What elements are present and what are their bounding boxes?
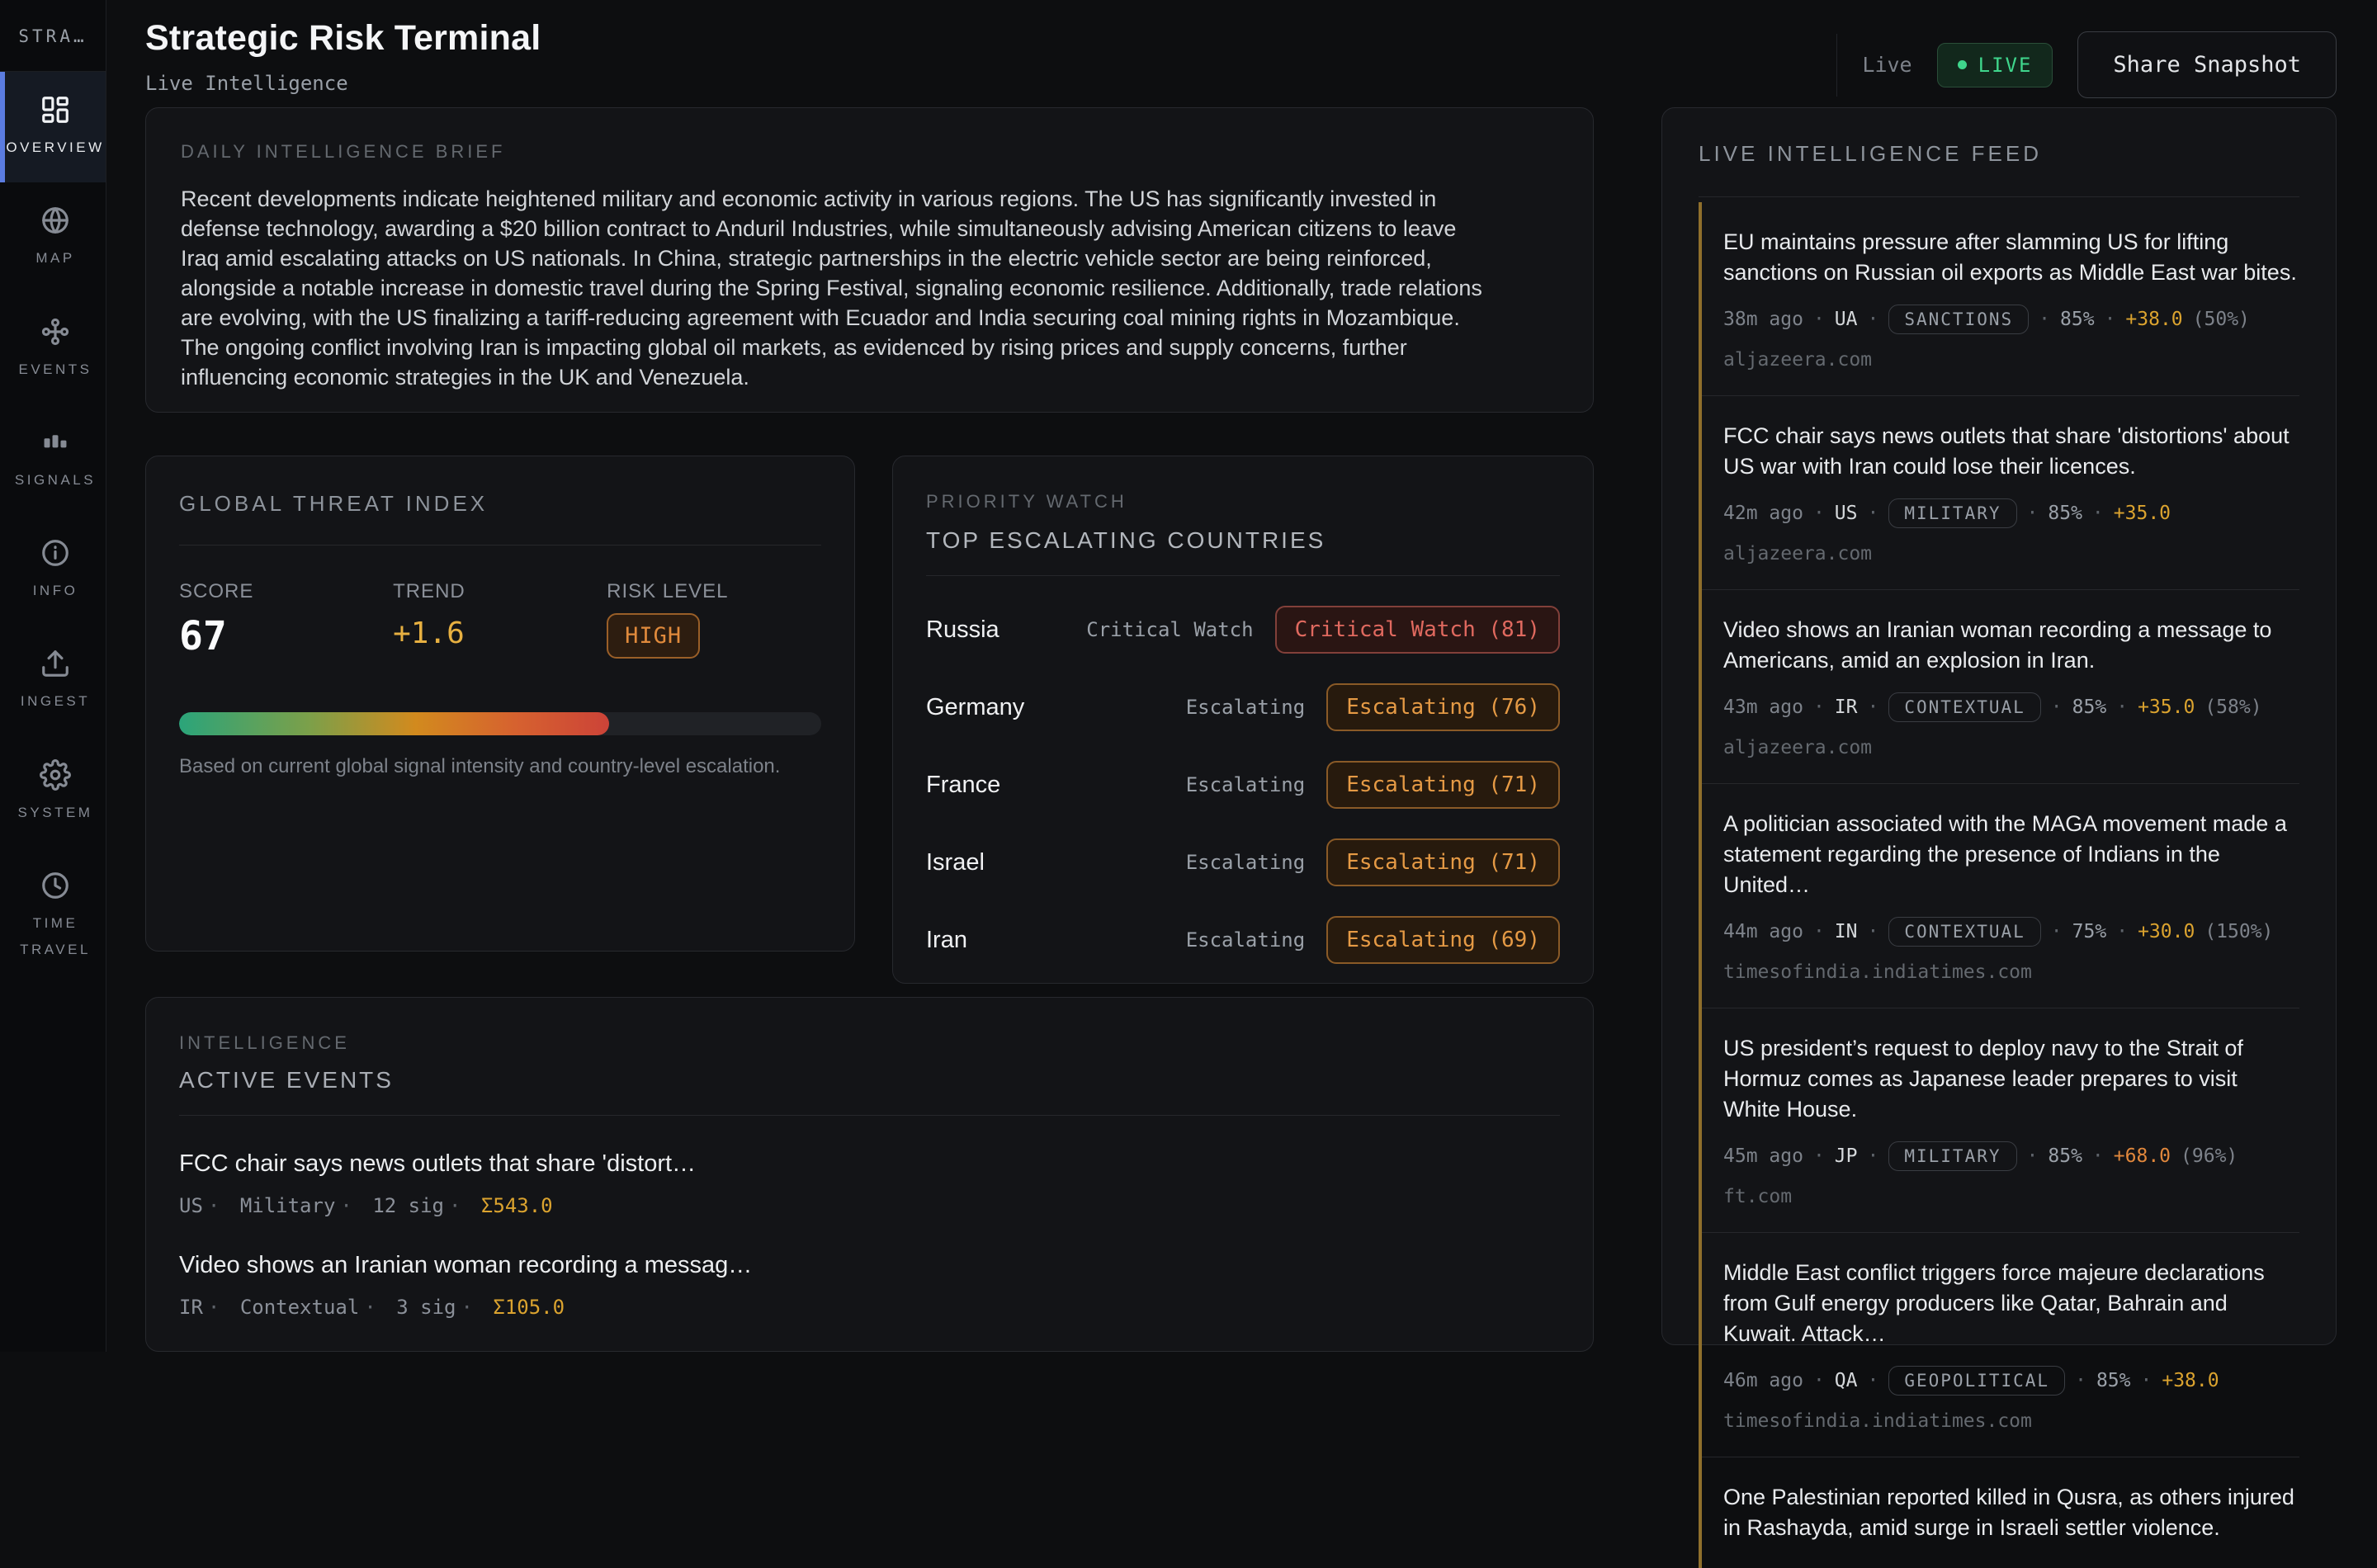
risk-level-badge: HIGH <box>607 613 700 659</box>
feed-item-delta: · +38.0 <box>2095 309 2183 330</box>
brand: STRA… <box>0 0 106 72</box>
signal-bars-icon <box>39 426 72 459</box>
priority-watch-card <box>892 456 1594 984</box>
feed-category-badge: GEOPOLITICAL <box>1888 1366 2065 1396</box>
feed-item-delta: · +30.0 <box>2106 921 2195 942</box>
country-badge: Escalating (71) <box>1326 761 1560 809</box>
country-name: France <box>926 771 1001 798</box>
sidebar-item-label: MAP <box>35 250 75 267</box>
feed-item-country: · IR <box>1803 697 1858 718</box>
globe-icon <box>39 204 72 237</box>
feed-item-confidence: · 85% <box>2065 1370 2130 1391</box>
feed-item[interactable] <box>1702 589 2299 783</box>
feed-item[interactable] <box>1702 1232 2299 1457</box>
feed-item-meta <box>1723 1141 2299 1171</box>
trend-label: TREND <box>393 580 465 602</box>
feed-item-meta <box>1723 498 2299 528</box>
event-title: FCC chair says news outlets that share 'distort… <box>179 1150 697 1177</box>
live-badge <box>1937 43 2053 87</box>
daily-brief-text: Recent developments indicate heightened military and economic activity in various regions. The US has significantly invested in defense technology, awarding a $20 billion contract to Anduril Industries, while simultaneously advising American citizens to leave Iraq amid escalating attacks on US nationals. In China, strategic partnerships in the electric vehicle sector are being reinforced, alongside a notable increase in domestic travel during the Spring Festival, signaling economic resilience. Additionally, trade relations are evolving, with the US finalizing a tariff-reducing agreement with Ecuador and India securing coal mining rights in Mozambique. The ongoing conflict involving Iran is impacting global oil markets, as evidenced by rising prices and supply concerns, further influencing economic strategies in the UK and Venezuela. <box>181 187 1482 390</box>
event-title: Video shows an Iranian woman recording a messag… <box>179 1252 753 1278</box>
page-subtitle: Live Intelligence <box>145 72 348 95</box>
feed-item-ratio: (150%) <box>2205 921 2274 942</box>
sidebar-item-label: INFO <box>32 583 78 599</box>
priority-watch-label: PRIORITY WATCH <box>926 491 1127 512</box>
active-events-card <box>145 997 1594 1352</box>
layout-dashboard-icon <box>39 93 72 126</box>
header <box>145 0 2337 107</box>
feed-item-source: timesofindia.indiatimes.com <box>1723 961 2032 983</box>
risk-level-label: RISK LEVEL <box>607 580 729 602</box>
live-badge-label: LIVE <box>1978 53 2033 77</box>
global-threat-index-card <box>145 456 855 952</box>
sidebar-item-overview[interactable] <box>0 72 106 182</box>
feed-item-time: 46m ago <box>1723 1370 1803 1391</box>
country-badge: Escalating (76) <box>1326 683 1560 731</box>
country-name: Israel <box>926 848 985 876</box>
sidebar-item-label: SYSTEM <box>17 804 93 820</box>
feed-item-country: · QA <box>1803 1370 1858 1391</box>
feed-item-delta: · +35.0 <box>2106 697 2195 718</box>
threat-bar-track <box>179 712 821 735</box>
feed-item-meta <box>1723 692 2299 722</box>
metrics-row <box>145 456 1594 984</box>
feed-item-time: 44m ago <box>1723 921 1803 942</box>
feed-category-badge: SANCTIONS <box>1888 305 2029 334</box>
feed-item-confidence: · 85% <box>2029 309 2094 330</box>
feed-item-confidence: · 85% <box>2041 697 2106 718</box>
feed-category-badge: CONTEXTUAL <box>1888 692 2040 722</box>
sidebar-item-time-travel[interactable] <box>0 848 106 985</box>
country-badge: Escalating (69) <box>1326 916 1560 964</box>
feed-item-title: EU maintains pressure after slamming US for lifting sanctions on Russian oil exports as Middle East war bites. <box>1723 229 2297 285</box>
sidebar <box>0 0 106 1352</box>
country-badge: Critical Watch (81) <box>1275 606 1560 654</box>
feed-item-title: FCC chair says news outlets that share 'distortions' about US war with Iran could lose their licences. <box>1723 423 2290 479</box>
header-controls <box>1836 31 2337 98</box>
feed-item-country: · US <box>1803 503 1858 524</box>
feed-item-time: 43m ago <box>1723 697 1803 718</box>
sidebar-item-ingest[interactable] <box>0 626 106 736</box>
sidebar-item-info[interactable] <box>0 515 106 626</box>
network-nodes-icon <box>39 315 72 348</box>
sidebar-item-label: INGEST <box>20 693 91 710</box>
country-status: Escalating <box>1185 928 1306 952</box>
daily-brief-card <box>145 107 1594 413</box>
event-signal-sum: · Σ105.0 <box>456 1296 565 1319</box>
header-left <box>145 18 541 95</box>
country-status: Escalating <box>1185 696 1306 719</box>
feed-item-country: · JP <box>1803 1145 1858 1167</box>
share-snapshot-button[interactable]: Share Snapshot <box>2077 31 2337 98</box>
feed-item-country: · UA <box>1803 309 1858 330</box>
feed-item-confidence: · 85% <box>2017 1145 2082 1167</box>
event-meta <box>179 1296 1560 1319</box>
feed-item[interactable] <box>1702 1457 2299 1568</box>
feed-item-source: aljazeera.com <box>1723 543 1873 564</box>
live-feed-panel <box>1661 107 2337 1540</box>
mode-label: Live <box>1862 53 1912 77</box>
feed-item[interactable] <box>1702 395 2299 589</box>
feed-item-time: 42m ago <box>1723 503 1803 524</box>
country-badge: Escalating (71) <box>1326 838 1560 886</box>
score-value: 67 <box>179 613 227 659</box>
country-name: Iran <box>926 926 967 953</box>
feed-item[interactable] <box>1702 1008 2299 1232</box>
main-area <box>106 0 2377 1540</box>
feed-category-badge: CONTEXTUAL <box>1888 917 2040 947</box>
sidebar-item-label: EVENTS <box>18 361 92 377</box>
feed-item-title: Video shows an Iranian woman recording a message to Americans, amid an explosion in Iran. <box>1723 617 2272 673</box>
country-row[interactable] <box>926 761 1560 809</box>
threat-index-caption: Based on current global signal intensity and country-level escalation. <box>179 755 781 777</box>
feed-item-source: aljazeera.com <box>1723 737 1873 758</box>
sidebar-item-events[interactable] <box>0 294 106 404</box>
event-country: US <box>179 1194 203 1217</box>
feed-item-source: aljazeera.com <box>1723 349 1873 371</box>
live-dot-icon <box>1958 60 1967 69</box>
trend-value: +1.6 <box>393 616 465 650</box>
country-row[interactable] <box>926 683 1560 731</box>
live-feed-list <box>1699 202 2299 1568</box>
country-row[interactable] <box>926 838 1560 886</box>
event-item[interactable] <box>179 1252 1560 1319</box>
left-column <box>145 107 1594 1352</box>
content-grid <box>145 107 2337 1540</box>
feed-item-title: A politician associated with the MAGA movement made a statement regarding the presence of Indians in the United… <box>1723 811 2287 897</box>
feed-item-confidence: · 85% <box>2017 503 2082 524</box>
country-row[interactable] <box>926 916 1560 964</box>
feed-item-confidence: · 75% <box>2041 921 2106 942</box>
feed-item[interactable] <box>1702 202 2299 395</box>
upload-icon <box>39 647 72 680</box>
header-divider <box>1836 34 1837 97</box>
sidebar-item-system[interactable] <box>0 737 106 848</box>
threat-index-title: GLOBAL THREAT INDEX <box>179 491 821 545</box>
feed-item-meta <box>1723 305 2299 334</box>
country-name: Germany <box>926 693 1025 720</box>
feed-item-title: US president’s request to deploy navy to the Strait of Hormuz comes as Japanese leader prepares to visit White House. <box>1723 1036 2243 1122</box>
feed-item-ratio: (96%) <box>2181 1145 2238 1167</box>
sidebar-item-map[interactable] <box>0 182 106 293</box>
feed-category-badge: MILITARY <box>1888 1141 2016 1171</box>
event-signal-count: · 12 sig <box>335 1194 444 1217</box>
country-status: Escalating <box>1185 851 1306 874</box>
feed-item-time: 45m ago <box>1723 1145 1803 1167</box>
score-stat <box>179 580 393 659</box>
event-country: IR <box>179 1296 203 1319</box>
daily-brief-label: DAILY INTELLIGENCE BRIEF <box>181 141 506 162</box>
sidebar-item-label: OVERVIEW <box>6 139 105 155</box>
feed-item-delta: · +38.0 <box>2130 1370 2219 1391</box>
threat-index-stats <box>179 580 821 659</box>
feed-item[interactable] <box>1702 783 2299 1008</box>
country-name: Russia <box>926 616 999 643</box>
feed-item-meta <box>1723 917 2299 947</box>
clock-icon <box>39 869 72 902</box>
live-feed-title: LIVE INTELLIGENCE FEED <box>1699 141 2299 197</box>
feed-item-title: One Palestinian reported killed in Qusra, as others injured in Rashayda, amid surge in Israeli settler violence. <box>1723 1485 2294 1540</box>
gear-icon <box>39 758 72 791</box>
feed-item-meta <box>1723 1366 2299 1396</box>
feed-item-country: · IN <box>1803 921 1858 942</box>
country-status: Critical Watch <box>1086 618 1254 641</box>
event-category: · Military <box>203 1194 336 1217</box>
info-circle-icon <box>39 536 72 569</box>
feed-item-ratio: (50%) <box>2192 309 2250 330</box>
feed-item-source: ft.com <box>1723 1186 1793 1207</box>
event-item[interactable] <box>179 1150 1560 1217</box>
sidebar-item-signals[interactable] <box>0 404 106 515</box>
feed-item-title: Middle East conflict triggers force majeure declarations from Gulf energy producers like Qatar, Bahrain and Kuwait. Attack… <box>1723 1260 2265 1346</box>
priority-watch-title: TOP ESCALATING COUNTRIES <box>926 527 1560 576</box>
feed-item-delta: · +68.0 <box>2082 1145 2171 1167</box>
feed-item-ratio: (58%) <box>2205 697 2262 718</box>
risk-stat <box>607 580 820 659</box>
country-row[interactable] <box>926 606 1560 654</box>
intelligence-label: INTELLIGENCE <box>179 1032 350 1053</box>
feed-item-source: timesofindia.indiatimes.com <box>1723 1410 2032 1432</box>
feed-item-delta: · +35.0 <box>2082 503 2171 524</box>
feed-item-time: 38m ago <box>1723 309 1803 330</box>
event-category: · Contextual <box>203 1296 359 1319</box>
event-signal-sum: · Σ543.0 <box>444 1194 553 1217</box>
sidebar-item-label: TIME TRAVEL <box>20 915 91 958</box>
trend-stat <box>393 580 607 659</box>
event-signal-count: · 3 sig <box>359 1296 456 1319</box>
sidebar-item-label: SIGNALS <box>14 471 97 488</box>
active-events-title: ACTIVE EVENTS <box>179 1067 1560 1116</box>
country-status: Escalating <box>1185 773 1306 796</box>
feed-category-badge: MILITARY <box>1888 498 2016 528</box>
score-label: SCORE <box>179 580 254 602</box>
page-title: Strategic Risk Terminal <box>145 18 541 58</box>
event-meta <box>179 1194 1560 1217</box>
threat-bar-fill <box>179 712 609 735</box>
